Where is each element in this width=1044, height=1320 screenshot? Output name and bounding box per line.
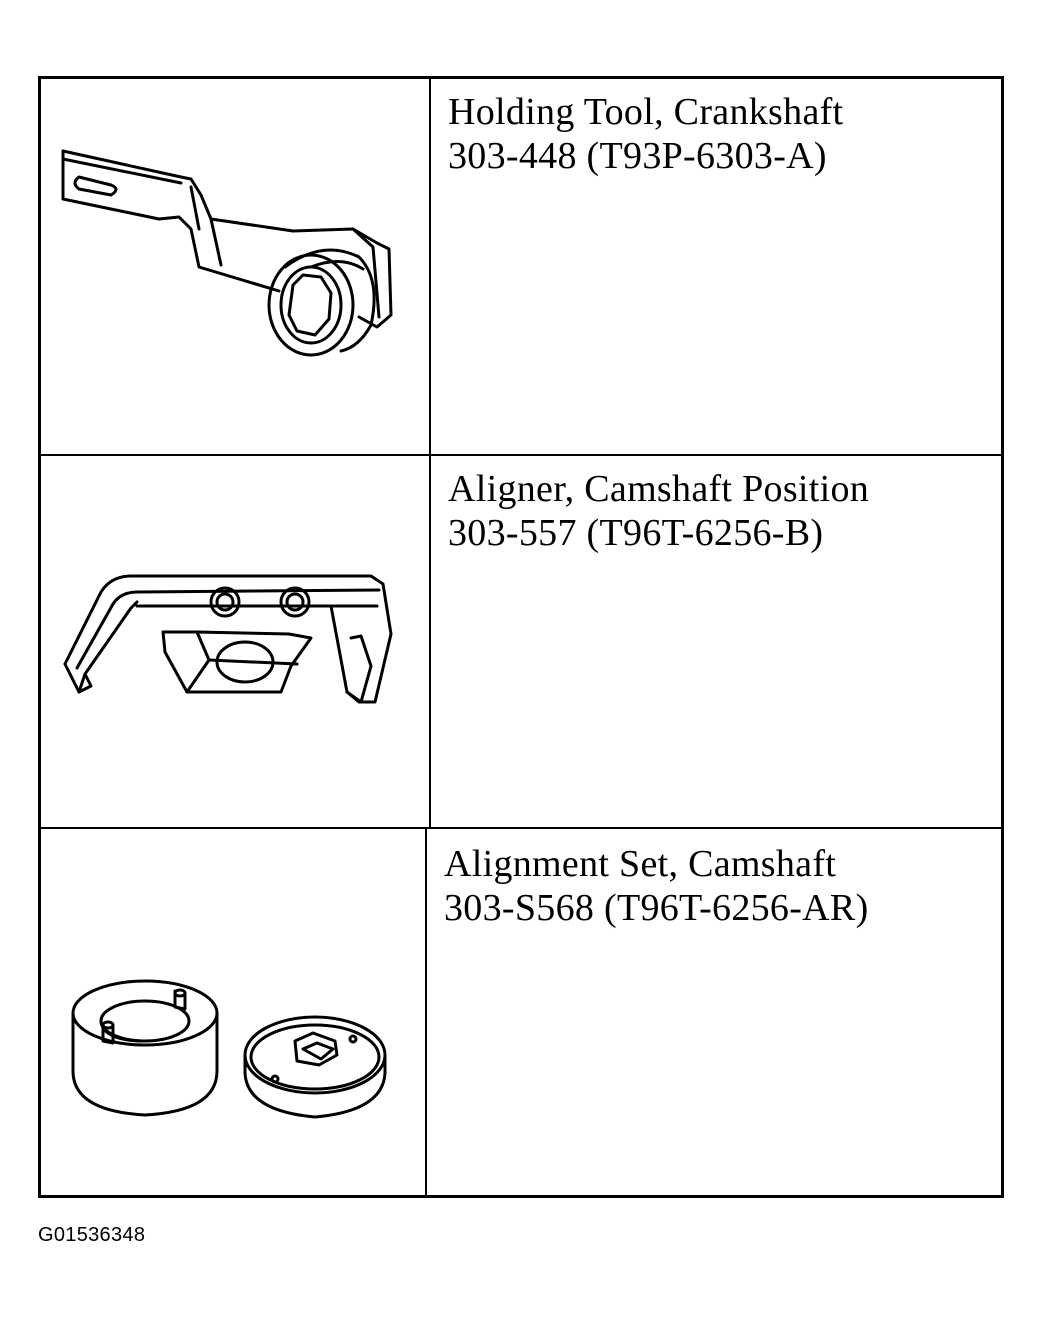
tool-name: Aligner, Camshaft Position [448, 468, 870, 510]
crankshaft-holding-tool-icon [41, 79, 427, 454]
special-tools-table [38, 76, 1004, 1198]
figure-id: G01536348 [38, 1224, 146, 1246]
tool-description [448, 468, 869, 555]
column-divider [429, 456, 431, 827]
tool-description [444, 843, 869, 930]
tool-description [448, 91, 843, 178]
camshaft-alignment-set-icon [41, 829, 427, 1195]
tool-part-number: 303-448 (T93P-6303-A) [448, 134, 827, 177]
tool-part-number: 303-557 (T96T-6256-B) [448, 511, 824, 554]
tool-name: Holding Tool, Crankshaft [448, 91, 844, 133]
tool-part-number: 303-S568 (T96T-6256-AR) [444, 886, 869, 929]
column-divider [429, 79, 431, 454]
tool-name: Alignment Set, Camshaft [444, 843, 837, 885]
tool-row [41, 456, 1001, 829]
camshaft-aligner-icon [41, 456, 427, 827]
column-divider [425, 829, 427, 1195]
tool-row [41, 79, 1001, 456]
tool-row [41, 829, 1001, 1195]
